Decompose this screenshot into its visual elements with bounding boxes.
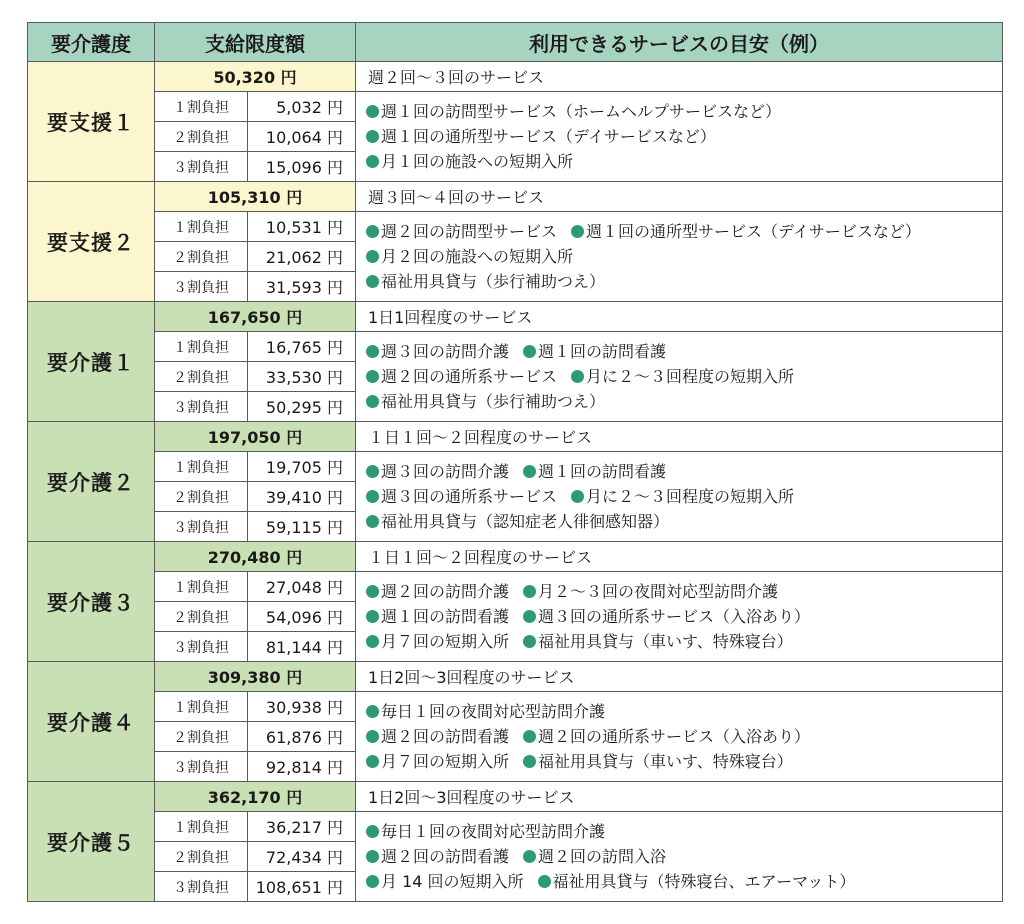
table-row bbox=[28, 542, 1003, 572]
service-line bbox=[366, 149, 1002, 174]
service-item: 週１回の訪問看護 bbox=[538, 462, 667, 481]
table-row bbox=[28, 662, 1003, 692]
table-row bbox=[28, 422, 1003, 452]
copay-rate-cell: ３割負担 bbox=[155, 752, 248, 782]
copay-rate-cell: ２割負担 bbox=[155, 482, 248, 512]
bullet-icon bbox=[366, 755, 379, 768]
service-item: 毎日１回の夜間対応型訪問介護 bbox=[381, 702, 606, 721]
bullet-icon bbox=[571, 225, 584, 238]
copay-rate-cell: ３割負担 bbox=[155, 392, 248, 422]
service-summary-cell: １日１回〜２回程度のサービス bbox=[356, 422, 1003, 452]
copay-rate-cell: １割負担 bbox=[155, 452, 248, 482]
bullet-icon bbox=[523, 345, 536, 358]
service-item: 月２〜３回の夜間対応型訪問介護 bbox=[538, 582, 779, 601]
service-item: 週２回の訪問看護 bbox=[381, 847, 510, 866]
copay-amount-cell: 10,531 円 bbox=[248, 212, 356, 242]
service-line bbox=[366, 749, 1002, 774]
service-line bbox=[366, 339, 1002, 364]
copay-amount-cell: 5,032 円 bbox=[248, 92, 356, 122]
service-item: 週２回の通所系サービス（入浴あり） bbox=[538, 727, 811, 746]
table-row bbox=[28, 812, 1003, 842]
service-item: 週３回の通所系サービス（入浴あり） bbox=[538, 607, 811, 626]
bullet-icon bbox=[366, 490, 379, 503]
table-body bbox=[28, 62, 1003, 902]
service-details-cell bbox=[356, 812, 1003, 902]
copay-rate-cell: １割負担 bbox=[155, 572, 248, 602]
copay-amount-cell: 19,705 円 bbox=[248, 452, 356, 482]
care-level-table bbox=[27, 22, 1003, 902]
copay-rate-cell: ２割負担 bbox=[155, 242, 248, 272]
service-line bbox=[366, 579, 1002, 604]
service-item: 月２回の施設への短期入所 bbox=[381, 247, 574, 266]
benefit-limit-cell: 197,050 円 bbox=[155, 422, 356, 452]
service-line bbox=[366, 699, 1002, 724]
service-item: 週１回の通所型サービス（デイサービスなど） bbox=[586, 222, 921, 241]
copay-amount-cell: 27,048 円 bbox=[248, 572, 356, 602]
care-level-cell: 要介護１ bbox=[28, 302, 155, 422]
care-level-cell: 要支援１ bbox=[28, 62, 155, 182]
bullet-icon bbox=[366, 825, 379, 838]
copay-amount-cell: 92,814 円 bbox=[248, 752, 356, 782]
bullet-icon bbox=[366, 585, 379, 598]
bullet-icon bbox=[366, 225, 379, 238]
bullet-icon bbox=[366, 705, 379, 718]
table-header-row bbox=[28, 23, 1003, 62]
bullet-icon bbox=[523, 730, 536, 743]
service-item: 週２回の訪問入浴 bbox=[538, 847, 667, 866]
copay-rate-cell: ２割負担 bbox=[155, 842, 248, 872]
service-item: 月 14 回の短期入所 bbox=[381, 872, 524, 891]
service-summary-cell: １日１回〜２回程度のサービス bbox=[356, 542, 1003, 572]
service-line bbox=[366, 604, 1002, 629]
service-line bbox=[366, 724, 1002, 749]
service-details-cell bbox=[356, 692, 1003, 782]
copay-rate-cell: ３割負担 bbox=[155, 272, 248, 302]
copay-rate-cell: ２割負担 bbox=[155, 362, 248, 392]
copay-rate-cell: ２割負担 bbox=[155, 122, 248, 152]
bullet-icon bbox=[571, 490, 584, 503]
copay-amount-cell: 50,295 円 bbox=[248, 392, 356, 422]
copay-amount-cell: 61,876 円 bbox=[248, 722, 356, 752]
copay-amount-cell: 15,096 円 bbox=[248, 152, 356, 182]
copay-amount-cell: 30,938 円 bbox=[248, 692, 356, 722]
service-item: 週３回の通所系サービス bbox=[381, 487, 558, 506]
copay-amount-cell: 21,062 円 bbox=[248, 242, 356, 272]
service-line bbox=[366, 364, 1002, 389]
service-summary-cell: 1日1回程度のサービス bbox=[356, 302, 1003, 332]
service-line bbox=[366, 819, 1002, 844]
bullet-icon bbox=[366, 465, 379, 478]
copay-rate-cell: １割負担 bbox=[155, 812, 248, 842]
copay-amount-cell: 36,217 円 bbox=[248, 812, 356, 842]
service-line bbox=[366, 509, 1002, 534]
copay-amount-cell: 31,593 円 bbox=[248, 272, 356, 302]
care-level-cell: 要介護４ bbox=[28, 662, 155, 782]
bullet-icon bbox=[366, 370, 379, 383]
bullet-icon bbox=[523, 465, 536, 478]
copay-rate-cell: １割負担 bbox=[155, 212, 248, 242]
service-summary-cell: 1日2回〜3回程度のサービス bbox=[356, 662, 1003, 692]
service-item: 週２回の訪問介護 bbox=[381, 582, 510, 601]
benefit-limit-cell: 270,480 円 bbox=[155, 542, 356, 572]
table-row bbox=[28, 452, 1003, 482]
care-level-table-wrapper bbox=[27, 22, 1003, 902]
copay-amount-cell: 33,530 円 bbox=[248, 362, 356, 392]
benefit-limit-cell: 50,320 円 bbox=[155, 62, 356, 92]
service-line bbox=[366, 389, 1002, 414]
service-item: 週２回の訪問看護 bbox=[381, 727, 510, 746]
table-row bbox=[28, 572, 1003, 602]
service-item: 毎日１回の夜間対応型訪問介護 bbox=[381, 822, 606, 841]
bullet-icon bbox=[366, 155, 379, 168]
copay-amount-cell: 10,064 円 bbox=[248, 122, 356, 152]
service-item: 週１回の訪問看護 bbox=[538, 342, 667, 361]
service-details-cell bbox=[356, 572, 1003, 662]
copay-amount-cell: 108,651 円 bbox=[248, 872, 356, 902]
service-item: 週１回の訪問型サービス（ホームヘルプサービスなど） bbox=[381, 102, 782, 121]
service-line bbox=[366, 629, 1002, 654]
copay-rate-cell: ３割負担 bbox=[155, 872, 248, 902]
service-item: 週１回の通所型サービス（デイサービスなど） bbox=[381, 127, 716, 146]
bullet-icon bbox=[571, 370, 584, 383]
copay-amount-cell: 81,144 円 bbox=[248, 632, 356, 662]
copay-rate-cell: ３割負担 bbox=[155, 152, 248, 182]
bullet-icon bbox=[366, 105, 379, 118]
service-line bbox=[366, 459, 1002, 484]
service-summary-cell: 週２回〜３回のサービス bbox=[356, 62, 1003, 92]
service-item: 月に２〜３回程度の短期入所 bbox=[586, 487, 795, 506]
service-item: 週２回の訪問型サービス bbox=[381, 222, 558, 241]
table-row bbox=[28, 302, 1003, 332]
service-summary-cell: 1日2回〜3回程度のサービス bbox=[356, 782, 1003, 812]
header-care-level: 要介護度 bbox=[28, 23, 155, 62]
service-item: 月１回の施設への短期入所 bbox=[381, 152, 574, 171]
header-service-guide: 利用できるサービスの目安（例） bbox=[356, 23, 1003, 62]
service-line bbox=[366, 869, 1002, 894]
table-row bbox=[28, 62, 1003, 92]
care-level-cell: 要介護３ bbox=[28, 542, 155, 662]
service-item: 月に２〜３回程度の短期入所 bbox=[586, 367, 795, 386]
bullet-icon bbox=[366, 875, 379, 888]
benefit-limit-cell: 167,650 円 bbox=[155, 302, 356, 332]
copay-amount-cell: 54,096 円 bbox=[248, 602, 356, 632]
copay-rate-cell: ２割負担 bbox=[155, 722, 248, 752]
bullet-icon bbox=[366, 515, 379, 528]
service-item: 福祉用具貸与（歩行補助つえ） bbox=[381, 392, 606, 411]
table-row bbox=[28, 332, 1003, 362]
bullet-icon bbox=[366, 850, 379, 863]
table-row bbox=[28, 182, 1003, 212]
bullet-icon bbox=[538, 875, 551, 888]
bullet-icon bbox=[366, 250, 379, 263]
service-item: 週３回の訪問介護 bbox=[381, 462, 510, 481]
bullet-icon bbox=[523, 635, 536, 648]
table-row bbox=[28, 782, 1003, 812]
service-details-cell bbox=[356, 92, 1003, 182]
bullet-icon bbox=[523, 610, 536, 623]
service-line bbox=[366, 219, 1002, 244]
bullet-icon bbox=[366, 275, 379, 288]
service-details-cell bbox=[356, 212, 1003, 302]
service-item: 週３回の訪問介護 bbox=[381, 342, 510, 361]
service-details-cell bbox=[356, 452, 1003, 542]
service-item: 福祉用具貸与（認知症老人徘徊感知器） bbox=[381, 512, 670, 531]
bullet-icon bbox=[523, 585, 536, 598]
service-item: 福祉用具貸与（車いす、特殊寝台） bbox=[538, 752, 793, 771]
care-level-cell: 要介護２ bbox=[28, 422, 155, 542]
service-item: 月７回の短期入所 bbox=[381, 752, 510, 771]
copay-rate-cell: ２割負担 bbox=[155, 602, 248, 632]
service-item: 週１回の訪問看護 bbox=[381, 607, 510, 626]
care-level-cell: 要介護５ bbox=[28, 782, 155, 902]
bullet-icon bbox=[523, 850, 536, 863]
service-line bbox=[366, 99, 1002, 124]
service-item: 福祉用具貸与（車いす、特殊寝台） bbox=[538, 632, 793, 651]
benefit-limit-cell: 105,310 円 bbox=[155, 182, 356, 212]
benefit-limit-cell: 309,380 円 bbox=[155, 662, 356, 692]
bullet-icon bbox=[366, 730, 379, 743]
service-line bbox=[366, 244, 1002, 269]
copay-rate-cell: ３割負担 bbox=[155, 512, 248, 542]
bullet-icon bbox=[366, 610, 379, 623]
copay-amount-cell: 72,434 円 bbox=[248, 842, 356, 872]
service-item: 福祉用具貸与（特殊寝台、エアーマット） bbox=[552, 872, 856, 891]
copay-rate-cell: １割負担 bbox=[155, 92, 248, 122]
bullet-icon bbox=[366, 130, 379, 143]
service-item: 福祉用具貸与（歩行補助つえ） bbox=[381, 272, 606, 291]
bullet-icon bbox=[523, 755, 536, 768]
header-benefit-limit: 支給限度額 bbox=[155, 23, 356, 62]
copay-amount-cell: 59,115 円 bbox=[248, 512, 356, 542]
bullet-icon bbox=[366, 395, 379, 408]
copay-rate-cell: １割負担 bbox=[155, 332, 248, 362]
service-line bbox=[366, 124, 1002, 149]
benefit-limit-cell: 362,170 円 bbox=[155, 782, 356, 812]
copay-amount-cell: 39,410 円 bbox=[248, 482, 356, 512]
copay-rate-cell: １割負担 bbox=[155, 692, 248, 722]
copay-rate-cell: ３割負担 bbox=[155, 632, 248, 662]
copay-amount-cell: 16,765 円 bbox=[248, 332, 356, 362]
bullet-icon bbox=[366, 635, 379, 648]
service-item: 週２回の通所系サービス bbox=[381, 367, 558, 386]
service-details-cell bbox=[356, 332, 1003, 422]
service-summary-cell: 週３回〜４回のサービス bbox=[356, 182, 1003, 212]
table-row bbox=[28, 92, 1003, 122]
table-row bbox=[28, 692, 1003, 722]
service-line bbox=[366, 484, 1002, 509]
bullet-icon bbox=[366, 345, 379, 358]
service-line bbox=[366, 269, 1002, 294]
table-row bbox=[28, 212, 1003, 242]
service-line bbox=[366, 844, 1002, 869]
care-level-cell: 要支援２ bbox=[28, 182, 155, 302]
service-item: 月７回の短期入所 bbox=[381, 632, 510, 651]
